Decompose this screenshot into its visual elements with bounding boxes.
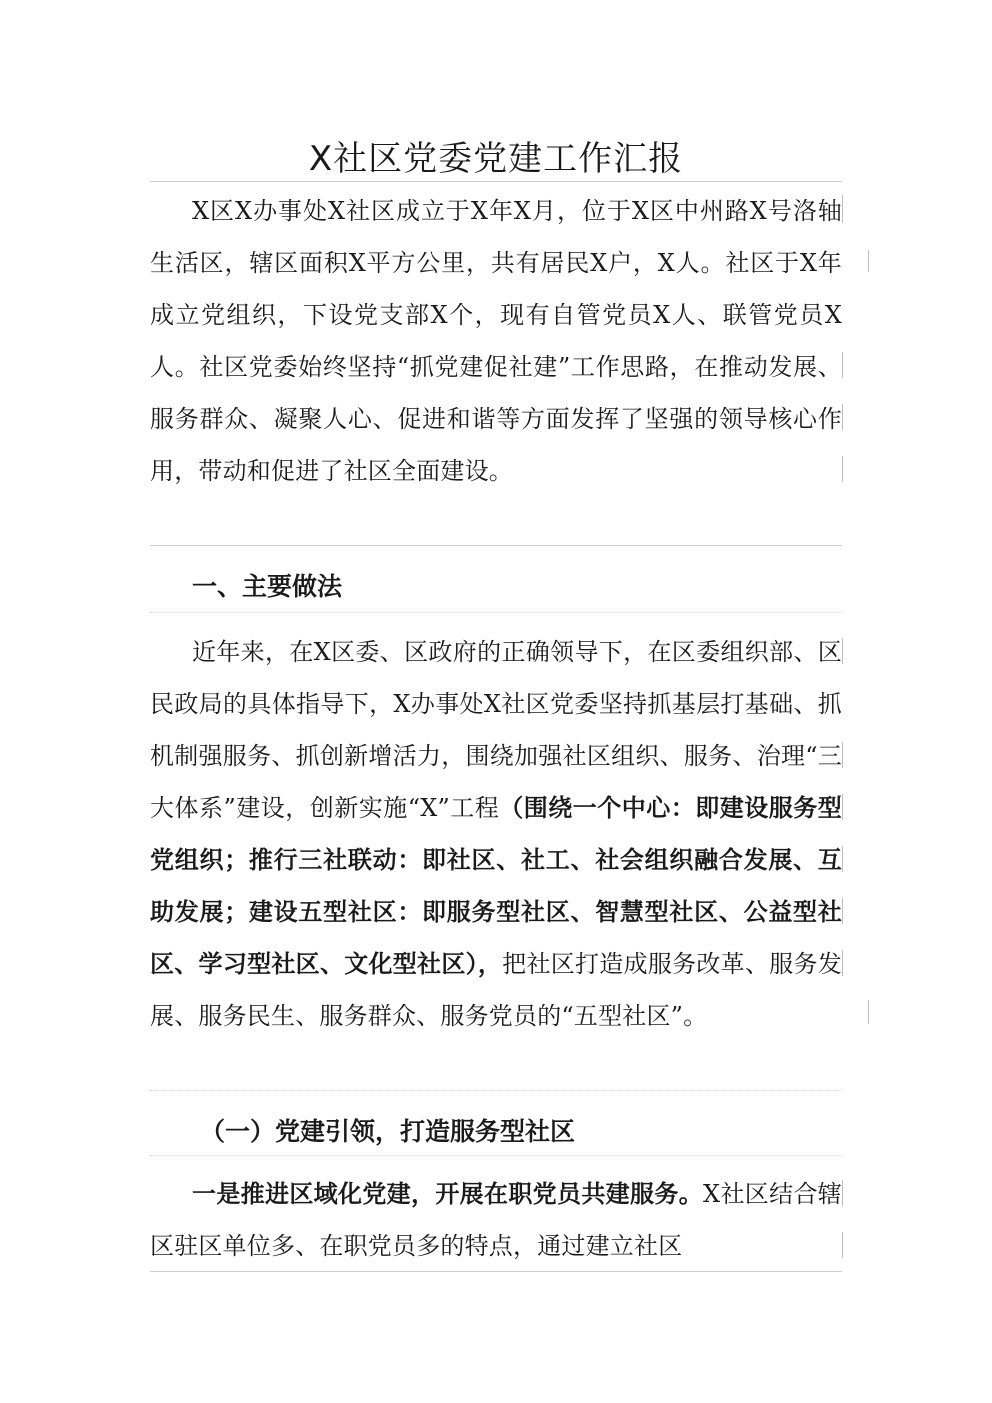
document-page: [150, 0, 842, 1403]
line-end-mark: [868, 1000, 869, 1024]
line-end-mark: [842, 794, 843, 820]
party-building-paragraph: [150, 1168, 842, 1272]
line-end-mark: [842, 404, 843, 430]
line-end-mark: [842, 898, 843, 924]
line-end-mark: [842, 742, 843, 768]
line-end-mark: [842, 456, 843, 482]
paragraph-bold-text: （围绕一个中心：即建设服务型党组织；推行三社联动：即社区、社工、社会组织融合发展、互助发展；建设五型社区：即服务型社区、智慧型社区、公益型社区、学习型社区、文化型社区），: [150, 794, 842, 978]
line-end-mark: [842, 638, 843, 664]
line-end-mark: [868, 250, 869, 272]
line-end-mark: [842, 1232, 843, 1258]
line-end-mark: [842, 846, 843, 872]
line-end-mark: [842, 1180, 843, 1206]
paragraph-text-end: 把社区打造成服务改革、服务发展、服务民生、服务群众、服务党员的“五型社区”。: [150, 950, 842, 1030]
main-practices-paragraph: [150, 626, 842, 1042]
line-end-mark: [842, 950, 843, 976]
line-end-mark: [842, 195, 843, 223]
paragraph-rule: [150, 545, 842, 546]
paragraph-lead-text: X社区结合辖区驻区单位多、在职党员多的特点，通过建立社区: [150, 1180, 842, 1260]
subheading-rule: [150, 1155, 842, 1156]
title-rule: [150, 181, 842, 182]
section-heading-main-practices: 一、主要做法: [192, 572, 343, 601]
paragraph-rule-2: [150, 1090, 842, 1091]
document-title: X社区党委党建工作汇报: [308, 139, 684, 179]
line-end-mark: [842, 352, 843, 378]
paragraph-text: 近年来，在X区委、区政府的正确领导下，在区委组织部、区民政局的具体指导下，X办事处X社区党委坚持抓基层打基础、抓机制强服务、抓创新增活力，围绕加强社区组织、服务、治理“三大体系”建设，创新实施“X”工程: [150, 638, 842, 822]
heading-rule: [150, 612, 842, 613]
bottom-rule: [150, 1271, 842, 1272]
intro-paragraph: X区X办事处X社区成立于X年X月，位于X区中州路X号洛轴生活区，辖区面积X平方公里，共有居民X户，X人。社区于X年成立党组织，下设党支部X个，现有自管党员X人、联管党员X人。社区党委始终坚持“抓党建促社建”工作思路，在推动发展、服务群众、凝聚人心、促进和谐等方面发挥了坚强的领导核心作用，带动和促进了社区全面建设。: [150, 197, 842, 485]
paragraph-lead-bold: 一是推进区域化党建，开展在职党员共建服务。: [192, 1180, 704, 1208]
subsection-heading: （一）党建引领，打造服务型社区: [200, 1117, 576, 1146]
